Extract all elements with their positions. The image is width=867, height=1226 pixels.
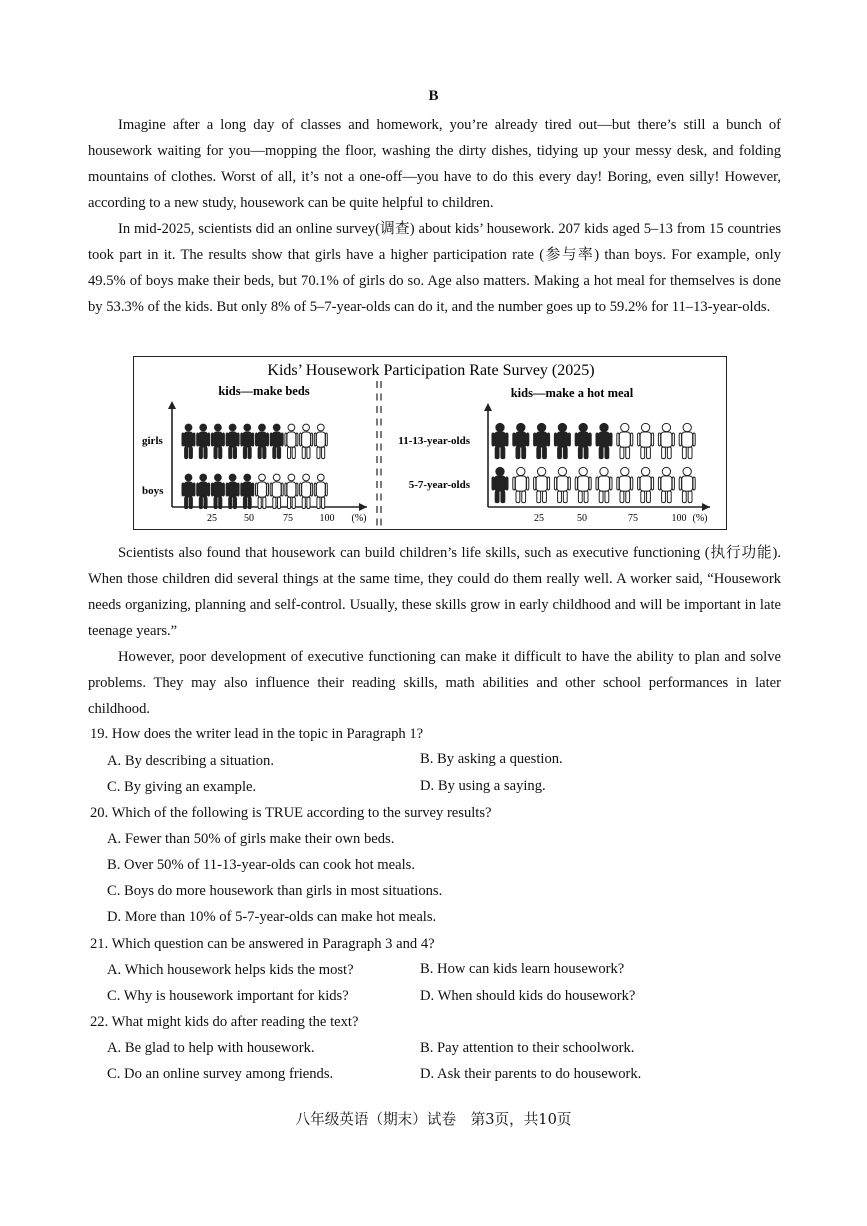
- row-label: 11-13-year-olds: [398, 435, 470, 447]
- person-icon: [513, 423, 529, 458]
- person-icon: [314, 424, 327, 459]
- person-icon: [492, 467, 508, 502]
- x-tick-label: 25: [207, 513, 217, 524]
- panel-make-beds: [142, 384, 367, 524]
- panel-title: kids—make beds: [218, 384, 310, 398]
- paragraph-3: Scientists also found that housework can build children’s life skills, such as executive functioning (执行功能). When those children did several things at the same time, they could do them really well. A worker said, “Housework needs organizing, planning and self-control. Usually, these skills grow in early childhood and will be important in late teenage years.”: [88, 545, 781, 639]
- person-icon: [256, 424, 269, 459]
- person-icon: [241, 474, 254, 509]
- paragraph-2: In mid-2025, scientists did an online survey(调查) about kids’ housework. 207 kids aged 5–13 from 15 countries took part in it. The results show that girls have a higher participation rate (参与率) than boys. For example, only 49.5% of boys make their beds, but 70.1% of girls do so. Age also matters. Making a hot meal for themselves is done by 53.3% of the kids. But only 8% of 5–7-year-olds can do it, and the number goes up to 59.2% for 11–13-year-olds.: [88, 221, 781, 315]
- person-icon: [596, 423, 612, 458]
- person-icon: [314, 474, 327, 509]
- person-icon: [575, 423, 591, 458]
- question-21-stem: 21. Which question can be answered in Paragraph 3 and 4?: [90, 936, 435, 952]
- person-icon: [554, 467, 570, 502]
- person-icon: [534, 467, 550, 502]
- question-19-option-b[interactable]: B. By asking a question.: [420, 751, 563, 767]
- person-icon: [182, 474, 195, 509]
- question-21-option-b[interactable]: B. How can kids learn housework?: [420, 961, 625, 977]
- person-icon: [596, 467, 612, 502]
- page-footer: 八年级英语（期末）试卷 第3页，共10页: [295, 1111, 572, 1128]
- question-21-option-c[interactable]: C. Why is housework important for kids?: [107, 988, 349, 1004]
- person-icon: [270, 474, 283, 509]
- x-tick-label: 25: [534, 513, 544, 524]
- x-tick-label: 50: [577, 513, 587, 524]
- person-icon: [679, 423, 695, 458]
- person-icon: [534, 423, 550, 458]
- chart-divider: [377, 381, 381, 526]
- person-icon: [300, 474, 313, 509]
- question-22-option-a[interactable]: A. Be glad to help with housework.: [107, 1040, 315, 1056]
- x-tick-label: 50: [244, 513, 254, 524]
- person-icon: [226, 474, 239, 509]
- person-icon: [197, 424, 210, 459]
- person-icon: [658, 423, 674, 458]
- person-icon: [197, 474, 210, 509]
- paragraph-1: Imagine after a long day of classes and homework, you’re already tired out—but there’s still a bunch of housework waiting for you—mopping the floor, washing the dirty dishes, tidying up your messy desk, and folding mountains of clothes. Worst of all, it’s not a one-off—you have to do this every day! Boring, even silly! However, according to a new study, housework can be quite helpful to children.: [88, 117, 781, 211]
- person-icon: [638, 467, 654, 502]
- person-icon: [492, 423, 508, 458]
- question-22-option-d[interactable]: D. Ask their parents to do housework.: [420, 1066, 642, 1082]
- person-icon: [285, 424, 298, 459]
- person-icon: [617, 467, 633, 502]
- question-22-option-b[interactable]: B. Pay attention to their schoolwork.: [420, 1040, 635, 1056]
- x-unit-label: (%): [692, 513, 708, 524]
- question-20-option-c[interactable]: C. Boys do more housework than girls in most situations.: [107, 883, 443, 899]
- panel-title: kids—make a hot meal: [510, 386, 634, 400]
- paragraph-4: However, poor development of executive functioning can make it difficult to have the ability to plan and solve problems. They may also influence their reading skills, math abilities and other school performances in later childhood.: [88, 649, 781, 717]
- question-19-stem: 19. How does the writer lead in the topic in Paragraph 1?: [90, 726, 424, 742]
- question-19-option-a[interactable]: A. By describing a situation.: [107, 753, 274, 769]
- question-22-option-c[interactable]: C. Do an online survey among friends.: [107, 1066, 334, 1082]
- person-icon: [658, 467, 674, 502]
- person-icon: [617, 423, 633, 458]
- question-21-option-d[interactable]: D. When should kids do housework?: [420, 988, 636, 1004]
- x-tick-label: 75: [283, 513, 293, 524]
- x-tick-label: 75: [628, 513, 638, 524]
- question-22-stem: 22. What might kids do after reading the text?: [90, 1014, 359, 1030]
- question-19-option-d[interactable]: D. By using a saying.: [420, 778, 546, 794]
- person-icon: [554, 423, 570, 458]
- person-icon: [285, 474, 298, 509]
- person-icon: [679, 467, 695, 502]
- chart-title: Kids’ Housework Participation Rate Survey (2025): [267, 362, 595, 379]
- question-20-option-d[interactable]: D. More than 10% of 5-7-year-olds can make hot meals.: [107, 909, 437, 925]
- panel-hot-meal: [398, 386, 710, 524]
- survey-chart-svg: [134, 357, 728, 531]
- person-icon: [300, 424, 313, 459]
- person-icon: [575, 467, 591, 502]
- x-tick-label: 100: [319, 513, 335, 524]
- person-icon: [182, 424, 195, 459]
- person-icon: [513, 467, 529, 502]
- person-icon: [226, 424, 239, 459]
- question-20-stem: 20. Which of the following is TRUE according to the survey results?: [90, 805, 492, 821]
- person-icon: [241, 424, 254, 459]
- row-label: girls: [142, 435, 163, 447]
- question-20-option-b[interactable]: B. Over 50% of 11-13-year-olds can cook hot meals.: [107, 857, 415, 873]
- x-tick-label: 100: [671, 513, 687, 524]
- person-icon: [211, 474, 224, 509]
- section-letter: B: [428, 88, 439, 104]
- question-21-option-a[interactable]: A. Which housework helps kids the most?: [107, 962, 354, 978]
- person-icon: [270, 424, 283, 459]
- question-19-option-c[interactable]: C. By giving an example.: [107, 779, 257, 795]
- question-20-option-a[interactable]: A. Fewer than 50% of girls make their own beds.: [107, 831, 395, 847]
- x-unit-label: (%): [351, 513, 367, 524]
- person-icon: [638, 423, 654, 458]
- person-icon: [211, 424, 224, 459]
- row-label: 5-7-year-olds: [408, 479, 470, 491]
- row-label: boys: [142, 485, 164, 497]
- person-icon: [256, 474, 269, 509]
- survey-chart: [133, 356, 727, 530]
